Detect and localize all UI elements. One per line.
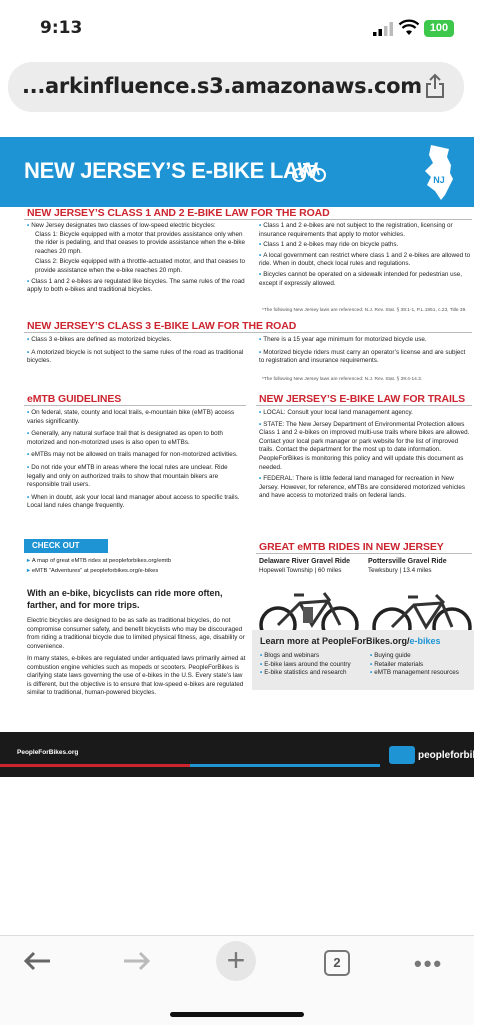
divider	[256, 405, 472, 406]
section-class12-heading: NEW JERSEY’S CLASS 1 AND 2 E-BIKE LAW FOR THE ROAD	[27, 207, 330, 219]
emtb-heading: eMTB GUIDELINES	[27, 393, 122, 405]
list-item: • Class 3 e-bikes are defined as motorized bicycles.	[27, 336, 172, 343]
tab-count-button[interactable]: 2	[324, 950, 350, 976]
footer-stripe	[0, 764, 380, 767]
emtb-list	[27, 409, 245, 511]
forward-arrow-icon[interactable]	[122, 950, 152, 972]
list-item: • Bicycles cannot be operated on a sidewalk intended for pedestrian use, except if expressly allowed.	[259, 270, 463, 287]
list-item: • Class 1 and 2 e-bikes are not subject to the registration, licensing or insurance requirements that apply to motor vehicles.	[259, 222, 453, 238]
s1-footnote: *The following New Jersey laws are referenced: N.J. Rev. Stat. § 39:1-1, P.L.1951, c.23, Title 39.	[262, 308, 467, 313]
list-item: • Generally, any natural surface trail that is designated as open to both motorized and non-motorized uses is also open to eMTBs.	[27, 430, 223, 446]
nj-state-map-icon	[423, 143, 455, 201]
list-item: • Blogs and webinars	[260, 652, 320, 659]
bicycle-icon	[292, 161, 326, 183]
address-bar[interactable]	[8, 62, 464, 112]
status-bar	[0, 0, 474, 58]
new-tab-button[interactable]: +	[216, 941, 256, 981]
list-item: • STATE: The New Jersey Department of Environmental Protection allows Class 1 and 2 e-bikes on improved multi-use trails where bikes are allowed. Contact your local park manager or park website for the list of improved trails. Contact the department for the most up to date information. PeopleForBikes is monitoring this policy and will update this document as needed.	[259, 420, 470, 471]
divider	[24, 405, 246, 406]
list-item: • eMTBs may not be allowed on trails managed for non-motorized activities.	[27, 451, 238, 459]
list-item: • A local government can restrict where class 1 and 2 e-bikes are allowed to ride. When in doubt, check local rules and regulations.	[259, 251, 471, 268]
ride-item: Delaware River Gravel Ride Hopewell Township | 60 miles	[259, 558, 351, 574]
list-item: Class 2: Bicycle equipped with a throttle-actuated motor, and that ceases to provide assistance when the e-bike reaches 20 mph.	[35, 258, 246, 274]
url-text[interactable]: ...arkinfluence.s3.amazonaws.com	[22, 74, 422, 98]
promo-paragraph-2: In many states, e-bikes are regulated under antiquated laws primarily aimed at combustion engine vehicles such as mopeds or scooters. PeopleForBikes is clarifying state laws governing the use of e-bikes in the U.S. Every state’s law is different, but the objective is to ensure that low-speed e-bikes are regulated similar to traditional, human-powered bicycles.	[27, 655, 246, 697]
more-options-icon[interactable]: •••	[414, 951, 444, 976]
list-item: • A motorized bicycle is not subject to the same rules of the road as traditional bicycles.	[27, 348, 244, 365]
checkout-link[interactable]: ▸ A map of great eMTB rides at peopleforbikes.org/emtb	[27, 558, 172, 564]
section-class3-heading: NEW JERSEY’S CLASS 3 E-BIKE LAW FOR THE ROAD	[27, 320, 297, 332]
footer-site: PeopleForBikes.org	[17, 749, 79, 756]
learn-more-heading: Learn more at PeopleForBikes.org/e-bikes	[260, 636, 441, 646]
learn-list-right	[370, 652, 474, 678]
doc-title: NEW JERSEY’S E-BIKE LAW	[24, 158, 318, 183]
list-item: • Retailer materials	[370, 660, 424, 668]
wifi-icon	[399, 20, 419, 36]
list-item: • eMTB management resources	[370, 669, 459, 677]
s2-right-list	[259, 336, 471, 366]
learn-more-panel	[252, 630, 474, 690]
divider	[256, 553, 472, 554]
document-page	[0, 137, 489, 777]
cellular-signal-icon	[373, 22, 393, 36]
list-item: • When in doubt, ask your local land manager about access to specific trails. Local land rules change frequently.	[27, 493, 240, 510]
nj-label: NJ	[433, 175, 445, 185]
list-item: • On federal, state, county and local trails, e-mountain bike (eMTB) access varies significantly.	[27, 409, 235, 425]
rides-heading: GREAT eMTB RIDES IN NEW JERSEY	[259, 541, 444, 553]
checkout-label: CHECK OUT	[24, 539, 108, 553]
list-item: • Motorized bicycle riders must carry an operator’s license and are subject to registration and insurance requirements.	[259, 348, 466, 365]
home-indicator[interactable]	[170, 1012, 304, 1017]
list-item: • Do not ride your eMTB in areas where the local rules are unclear. Ride legally and only on authorized trails to show that mountain bikers are responsible trail users.	[27, 463, 228, 489]
trails-heading: NEW JERSEY’S E-BIKE LAW FOR TRAILS	[259, 393, 466, 405]
list-item: • There is a 15 year age minimum for motorized bicycle use.	[259, 336, 427, 343]
back-arrow-icon[interactable]	[22, 950, 52, 972]
list-item: • Class 1 and 2 e-bikes are regulated like bicycles. The same rules of the road apply to both e-bikes and traditional bicycles.	[27, 277, 245, 294]
s1-left-list	[27, 222, 252, 295]
s2-left-list	[27, 336, 252, 366]
list-item: • Class 1 and 2 e-bikes may ride on bicycle paths.	[259, 241, 399, 249]
list-item: • E-bike statistics and research	[260, 669, 347, 677]
checkout-list	[27, 556, 247, 576]
s2-footnote: *The following New Jersey laws are referenced: N.J. Rev. Stat. § 39:4-14.3.	[262, 377, 423, 382]
learn-list-left	[260, 652, 370, 678]
list-item: Class 1: Bicycle equipped with a motor that provides assistance only when the rider is pedaling, and that ceases to provide assistance when the e-bike reaches 20 mph.	[35, 230, 246, 255]
trails-list	[259, 409, 471, 501]
divider	[24, 332, 472, 333]
s1-right-list	[259, 222, 471, 288]
ride-item: Pottersville Gravel Ride Tewksbury | 13.4 miles	[368, 558, 447, 574]
peopleforbikes-logo-icon	[389, 746, 415, 764]
share-icon[interactable]	[424, 73, 446, 99]
divider	[24, 219, 472, 220]
list-item: • FEDERAL: There is little federal land managed for recreation in New Jersey. However, for reference, eMTBs are considered motorized vehicles and have access to motorized trails on federal lands.	[259, 475, 466, 500]
promo-paragraph-1: Electric bicycles are designed to be as safe as traditional bicycles, do not compromise consumer safety, and benefit bicyclists who may be discouraged from riding a traditional bicycle due to limited physical fitness, age, disability or convenience.	[27, 617, 245, 650]
doc-footer	[0, 732, 489, 777]
footer-brand: peopleforbikes	[418, 750, 489, 761]
status-time: 9:13	[40, 18, 83, 38]
list-item: • LOCAL: Consult your local land management agency.	[259, 409, 413, 416]
promo-heading: With an e-bike, bicyclists can ride more often, farther, and for more trips.	[27, 588, 223, 610]
doc-header	[0, 137, 474, 207]
list-item: • Buying guide	[370, 652, 411, 659]
learn-more-link[interactable]: e-bikes	[409, 636, 441, 646]
battery-icon: 100	[424, 20, 454, 37]
checkout-link[interactable]: ▸ eMTB “Adventures” at peopleforbikes.org/e-bikes	[27, 568, 159, 574]
list-item: • E-bike laws around the country	[260, 660, 351, 668]
list-item: • New Jersey designates two classes of low-speed electric bicycles:	[27, 222, 216, 229]
